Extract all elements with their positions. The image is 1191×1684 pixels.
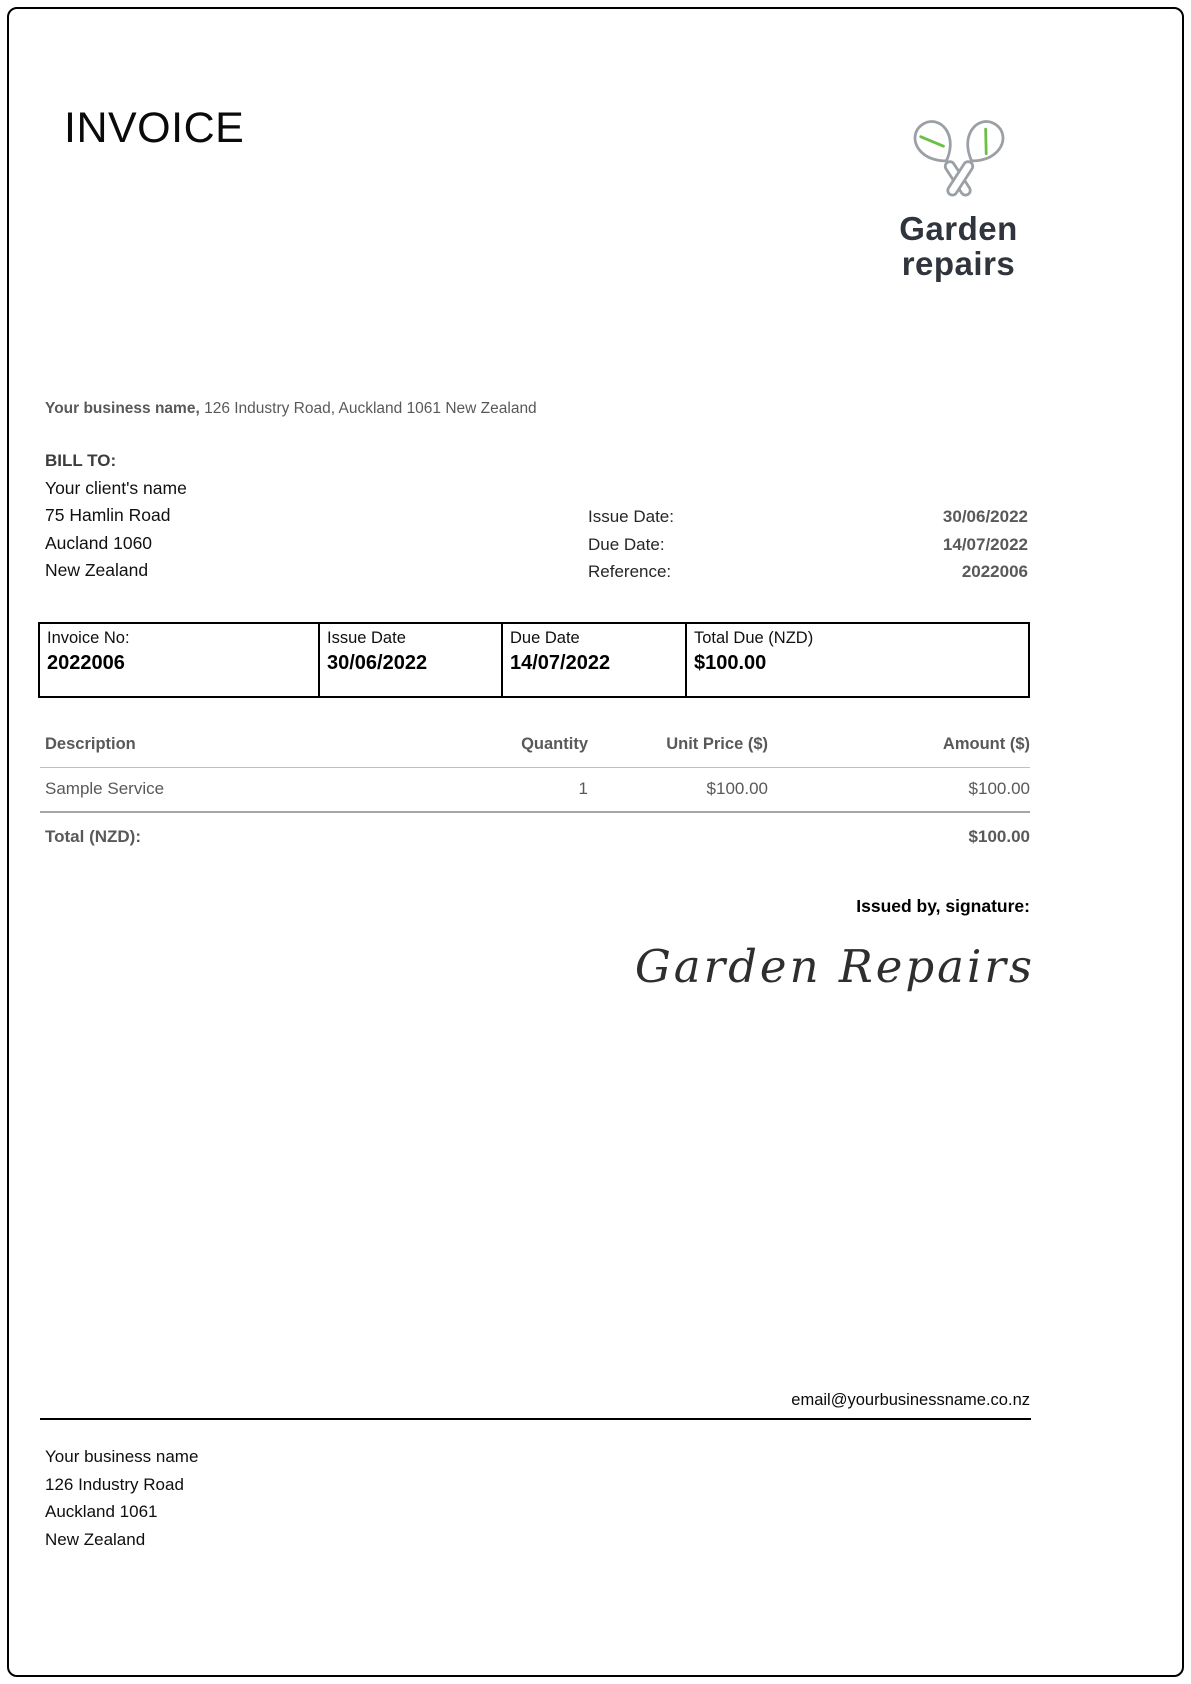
item-amount: $100.00: [968, 779, 1030, 798]
total-label: Total (NZD):: [45, 827, 141, 846]
unit-price-header: Unit Price ($): [666, 735, 768, 753]
total-row: [40, 813, 1030, 847]
client-country: New Zealand: [45, 560, 149, 580]
meta-row-issue-date: [588, 503, 1028, 531]
item-quantity: 1: [578, 779, 588, 798]
summary-col-issue-date: [318, 624, 501, 696]
business-address-line: [45, 400, 537, 418]
company-logo: [856, 108, 1061, 280]
summary-col-due-date: [501, 624, 685, 696]
signature-label: Issued by, signature:: [856, 896, 1030, 916]
reference-value: 2022006: [961, 562, 1028, 581]
line-items-table: [40, 735, 1030, 847]
signature-script: Garden Repairs: [634, 940, 1035, 993]
logo-word-line1: Garden: [899, 210, 1018, 247]
item-unit-price: $100.00: [706, 779, 768, 798]
items-header-row: [40, 735, 1030, 768]
business-name: Your business name,: [45, 400, 200, 417]
summary-header: Due Date: [510, 629, 580, 647]
summary-value: 2022006: [47, 652, 125, 674]
issue-date-label: Issue Date:: [588, 507, 674, 526]
meta-row-reference: [588, 558, 1028, 586]
summary-value: $100.00: [694, 652, 767, 674]
reference-label: Reference:: [588, 562, 672, 581]
bill-to-label: BILL TO:: [45, 451, 117, 470]
due-date-value: 14/07/2022: [942, 534, 1028, 554]
summary-value: 30/06/2022: [327, 652, 428, 674]
meta-row-due-date: [588, 531, 1028, 559]
footer-city: Auckland 1061: [45, 1502, 158, 1521]
total-value: $100.00: [968, 827, 1030, 846]
logo-word-line2: repairs: [901, 245, 1016, 282]
item-description: Sample Service: [45, 779, 165, 798]
summary-value: 14/07/2022: [510, 652, 611, 674]
footer-divider: [40, 1418, 1031, 1420]
summary-col-total-due: [685, 624, 1028, 696]
summary-header: Issue Date: [327, 629, 406, 647]
footer-business-name: Your business name: [45, 1447, 199, 1466]
invoice-summary-table: [38, 622, 1030, 698]
quantity-header: Quantity: [521, 735, 588, 753]
crossed-garden-trowels-icon: [903, 108, 1015, 210]
bill-to-block: [45, 447, 187, 585]
page-title: INVOICE: [64, 104, 245, 152]
summary-header: Total Due (NZD): [694, 629, 814, 647]
summary-col-invoice-no: [40, 624, 318, 696]
client-name: Your client's name: [45, 477, 187, 498]
business-address: 126 Industry Road, Auckland 1061 New Zealand: [199, 400, 537, 417]
issue-date-value: 30/06/2022: [942, 507, 1028, 526]
footer-street: 126 Industry Road: [45, 1474, 184, 1494]
invoice-meta-block: [588, 503, 1028, 586]
client-city: Aucland 1060: [45, 532, 153, 553]
due-date-label: Due Date:: [588, 534, 665, 554]
table-row: [40, 768, 1030, 813]
description-header: Description: [45, 735, 136, 753]
footer-country: New Zealand: [45, 1529, 146, 1549]
client-street: 75 Hamlin Road: [45, 505, 171, 525]
footer-address-block: [45, 1443, 198, 1553]
amount-header: Amount ($): [942, 735, 1030, 753]
contact-email: email@yourbusinessname.co.nz: [791, 1391, 1030, 1409]
summary-header: Invoice No:: [47, 629, 130, 647]
